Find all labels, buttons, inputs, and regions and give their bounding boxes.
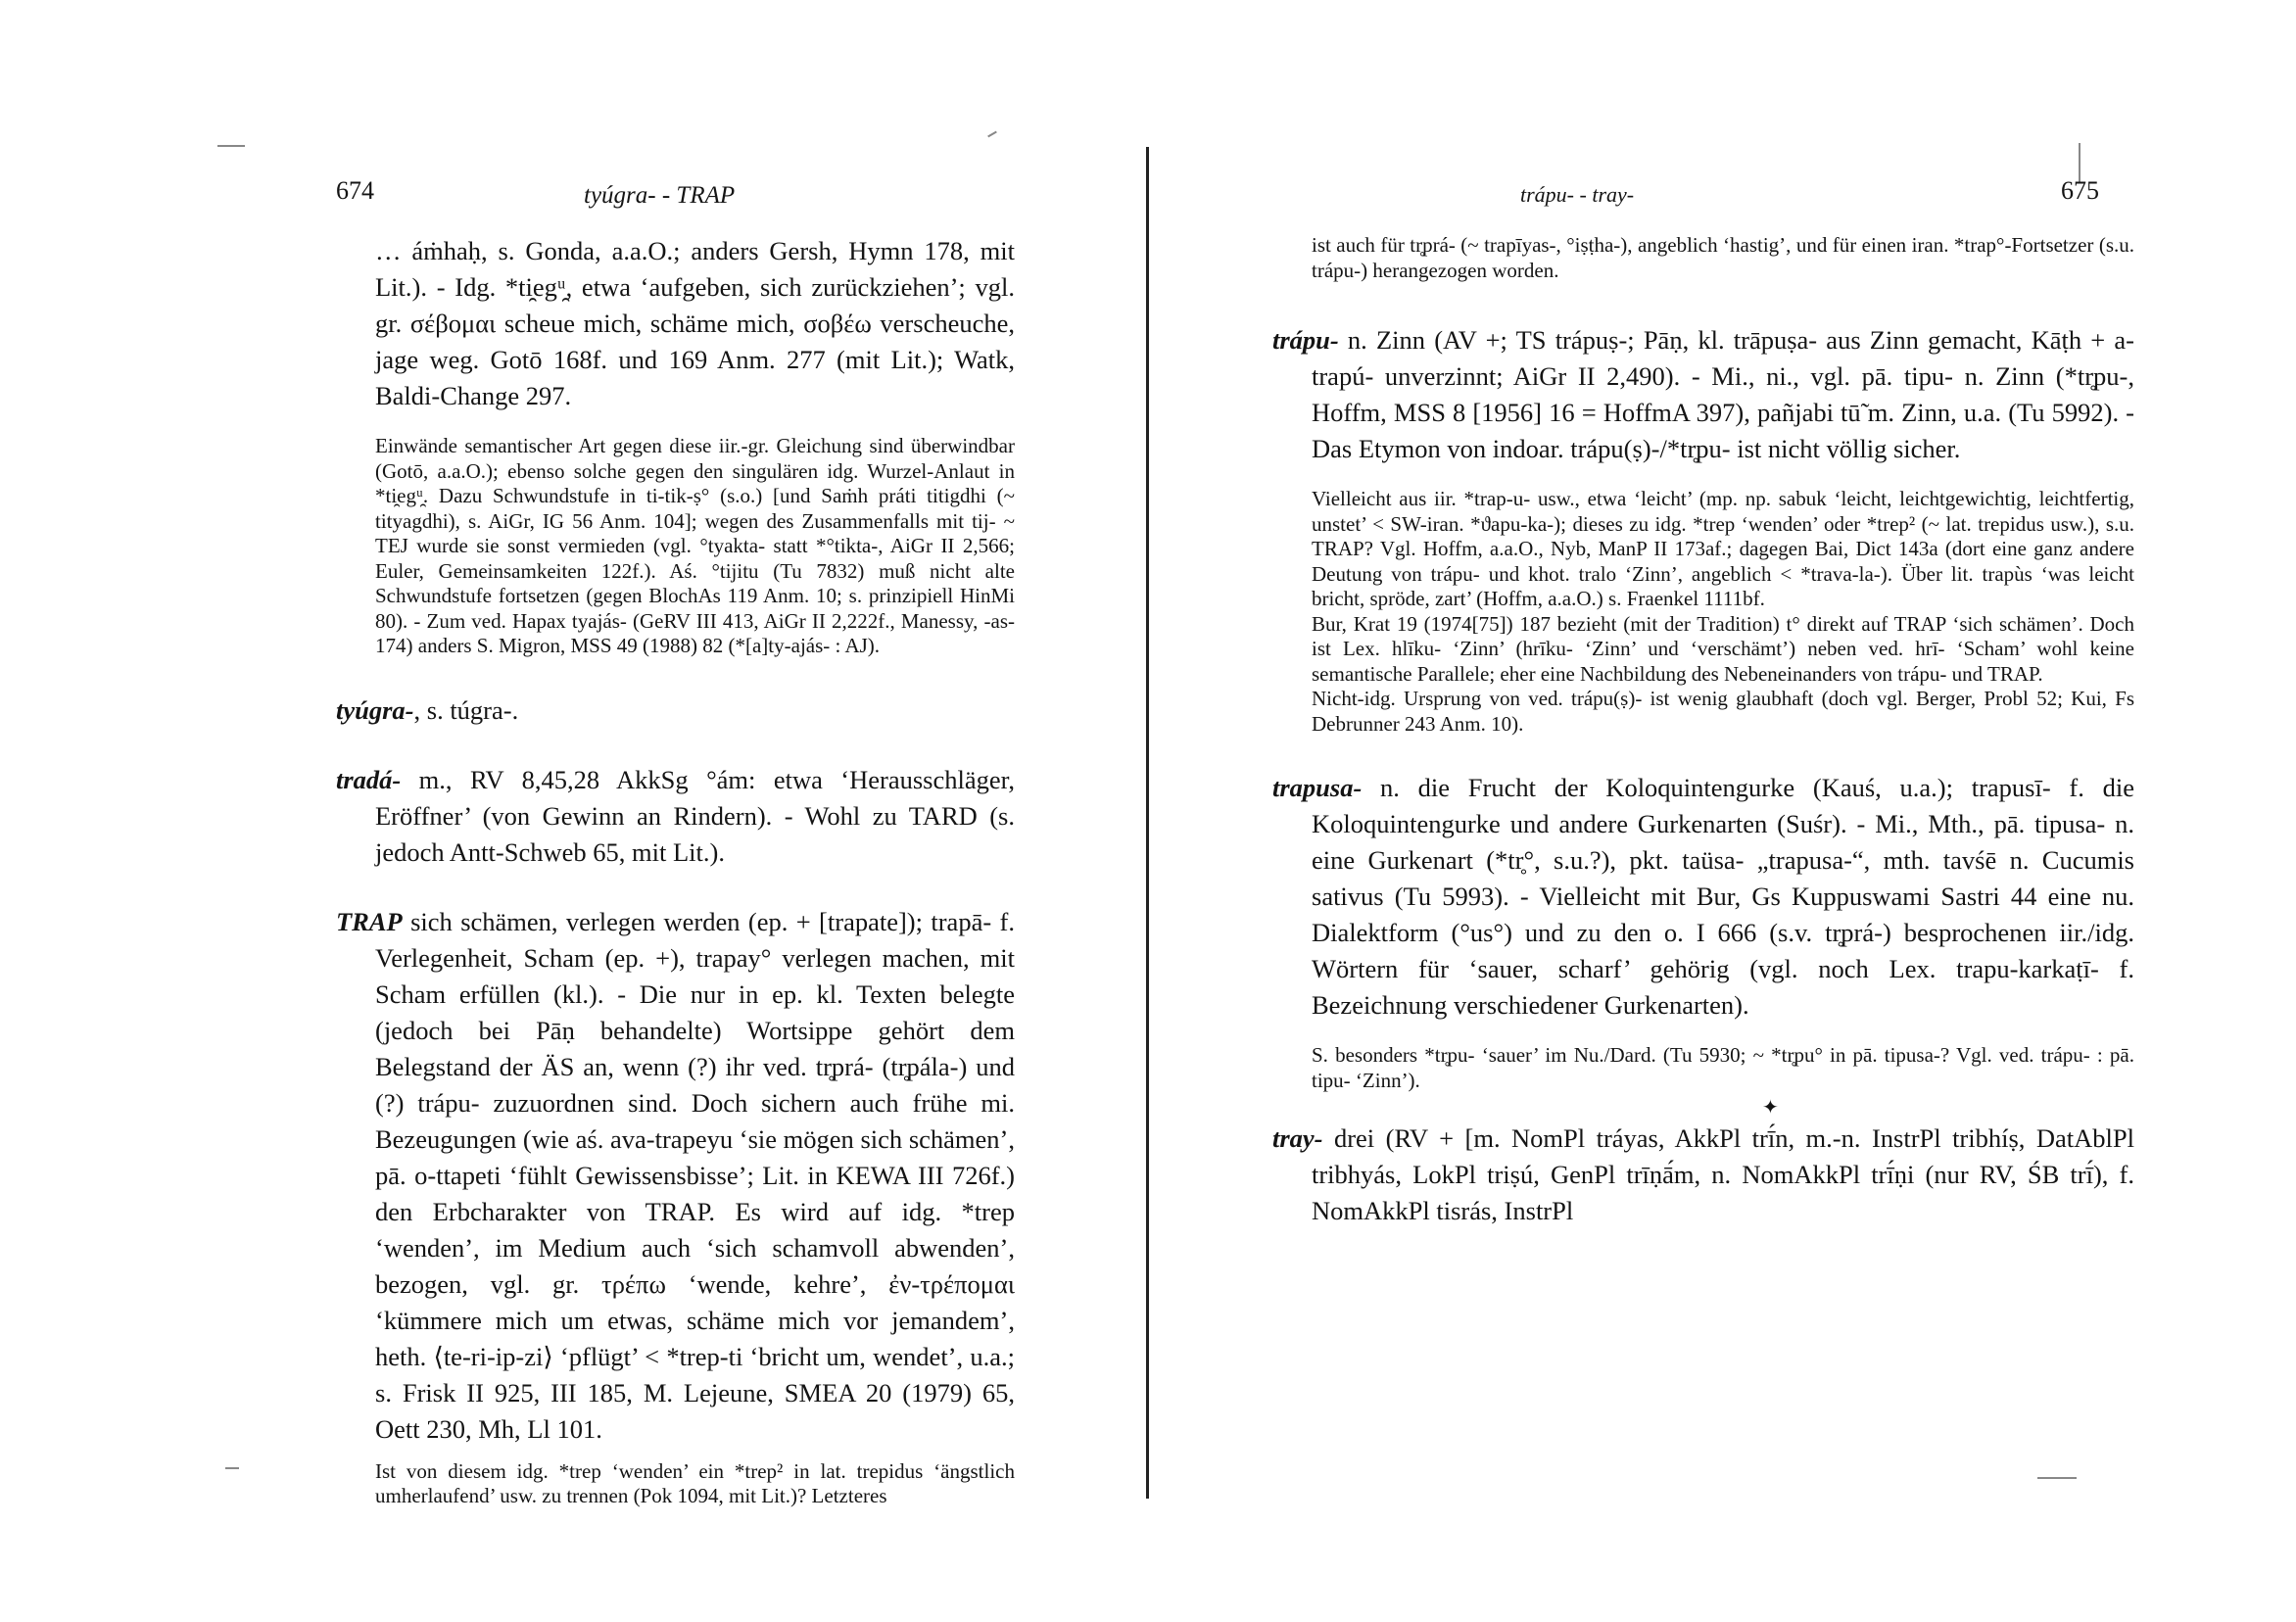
note-paragraph: ist auch für tr̥prá- (~ trapīyas-, °iṣṭha-), angeblich ‘hastig’, und für einen iran. *trap°-Fortsetzer (s.u. trápu-) herangezogen worden.: [1312, 233, 2134, 282]
scan-mark: [987, 131, 997, 138]
entry-body: n. die Frucht der Koloquintengurke (Kauś, u.a.); trapusī- f. die Koloquintengurke und andere Gurkenarten (Suśr). - Mi., Mth., pā. tipusa- n. eine Gurkenart (*tr̥°, s.u.?), pkt. taüsa- „trapusa-“, mth. tavśē n. Cucumis sativus (Tu 5993). - Vielleicht mit Bur, Gs Kuppuswami Sastri 44 eine nu. Dialektform (°us°) und zu den o. I 666 (s.v. tr̥prá-) besprochenen iir./idg. Wörtern für ‘sauer, scharf’ gehörig (vgl. noch Lex. trapu-karkaṭī- f. Bezeichnung verschiedener Gurkenarten).: [1312, 773, 2134, 1020]
entry-tray: [1272, 1121, 2134, 1229]
note-paragraph: Bur, Krat 19 (1974[75]) 187 bezieht (mit der Tradition) t° direkt auf TRAP ‘sich schämen’. Doch ist Lex. hlīku- ‘Zinn’ (hrīku- ‘Zinn’ und ‘verschämt’) neben ved. hrī- ‘Scham’ wohl keine semantische Parallele; eher eine Nachbildung des Nebeneinanders von trápu- und TRAP.: [1312, 611, 2134, 686]
section-ornament: ✦: [1762, 1097, 1779, 1119]
running-head: tyúgra- - TRAP: [584, 182, 736, 209]
entry-body: n. Zinn (AV +; TS trápuṣ-; Pāṇ, kl. trāpuṣa- aus Zinn gemacht, Kāṭh + a-trapú- unverzinnt; AiGr II 2,490). - Mi., ni., vgl. pā. tipu- n. Zinn (*tr̥pu-, Hoffm, MSS 8 [1956] 16 = HoffmA 397), pañjabi tū̃ m. Zinn, u.a. (Tu 5992). - Das Etymon von indoar. trápu(ṣ)-/*tr̥pu- ist nicht völlig sicher.: [1312, 325, 2134, 463]
entry-body: sich schämen, verlegen werden (ep. + [trapate]); trapā- f. Verlegenheit, Scham (ep. +), trapay° verlegen machen, mit Scham erfüllen (kl.). - Die nur in ep. kl. Texten belegte (jedoch bei Pāṇ behandelte) Wortsippe gehört dem Belegstand der ÄS an, wenn (?) ihr ved. tr̥prá- (tr̥pála-) und (?) trápu- zuzuordnen sind. Doch sichern auch frühe mi. Bezeugungen (wie aś. ava-trapeyu ‘sie mögen sich schämen’, pā. o-ttapeti ‘fühlt Gewissensbisse’; Lit. in KEWA III 726f.) den Erbcharakter von TRAP. Es wird auf idg. *trep ‘wenden’, im Medium auch ‘sich schamvoll abwenden’, bezogen, vgl. gr. τρέπω ‘wende, kehre’, ἐν-τρέπομαι ‘kümmere mich um etwas, schäme mich vor jemandem’, heth. ⟨te-ri-ip-zi⟩ ‘pflügt’ < *trep-ti ‘bricht um, wendet’, u.a.; s. Frisk II 925, III 185, M. Lejeune, SMEA 20 (1979) 65, Oett 230, Mh, Ll 101.: [375, 906, 1015, 1444]
headword: TRAP: [336, 906, 403, 936]
entry-trapu: [1272, 322, 2134, 467]
entry-tyugra: [336, 692, 1015, 729]
text-column: [336, 233, 1015, 1509]
entry-body: drei (RV + [m. NomPl tráyas, AkkPl trī́n, m.-n. InstrPl tribhíṣ, DatAblPl tribhyás, LokPl triṣú, GenPl trīṇā́m, n. NomAkkPl trī́ṇi (nur RV, ŚB trī́), f. NomAkkPl tisrás, InstrPl: [1312, 1123, 2134, 1225]
headword: tyúgra-: [336, 694, 414, 725]
scan-mark: [225, 1467, 239, 1469]
note-paragraph: Einwände semantischer Art gegen diese iir.-gr. Gleichung sind überwindbar (Gotō, a.a.O.); ebenso solche gegen den singulären idg. Wurzel-Anlaut in *ti̯egᵘ̯. Dazu Schwundstufe in ti-tik-ṣ° (s.o.) [und Saṁh práti titigdhi (~ tityagdhi), s. AiGr, IG 56 Anm. 104]; wegen des Zusammenfalls mit tij- ~ TEJ wurde sie sonst vermieden (vgl. °tyakta- statt *°tikta-, AiGr II 2,566; Euler, Gemeinsamkeiten 122f.). Aś. °tijitu (Tu 7832) muß nicht alte Schwundstufe fortsetzen (gegen BlochAs 119 Anm. 10; s. prinzipiell HinMi 80). - Zum ved. Hapax tyajás- (GeRV III 413, AiGr II 2,222f., Manessy, -as- 174) anders S. Migron, MSS 49 (1988) 82 (*[a]ty-ajás- : AJ).: [375, 434, 1015, 657]
note-paragraph: S. besonders *tr̥pu- ‘sauer’ im Nu./Dard. (Tu 5930; ~ *tr̥pu° in pā. tipusa-? Vgl. ved. trápu- : pā. tipu- ‘Zinn’).: [1312, 1043, 2134, 1092]
headword: trapusa-: [1272, 773, 1363, 802]
note-paragraph: Nicht-idg. Ursprung von ved. trápu(ṣ)- ist wenig glaubhaft (doch vgl. Berger, Probl 52; Kui, Fs Debrunner 243 Anm. 10).: [1312, 687, 2134, 736]
running-head: trápu- - tray-: [1520, 182, 1635, 207]
note-paragraph: Vielleicht aus iir. *trap-u- usw., etwa ‘leicht’ (mp. np. sabuk ‘leicht, leichtgewichtig, leichtfertig, unstet’ < SW-iran. *ϑapu-ka-); dieses zu idg. *trep ‘wenden’ oder *trep² (~ lat. trepidus usw.), s.u. TRAP? Vgl. Hoffm, a.a.O., Nyb, ManP II 173af.; dagegen Bai, Dict 143a (dort eine ganz andere Deutung von trápu- und khot. tralo ‘Zinn’, angeblich < *trava-la-). Über lit. trapùs ‘was leicht bricht, spröde, zart’ (Hoffm, a.a.O.) s. Fraenkel 1111bf.: [1312, 487, 2134, 610]
headword: tray-: [1272, 1123, 1323, 1153]
text-column: [1272, 233, 2134, 1229]
entry-body: , s. túgra-.: [413, 694, 519, 725]
entry-body: m., RV 8,45,28 AkkSg °ám: etwa ‘Herausschläger, Eröffner’ (von Gewinn an Rindern). - Wohl zu TARD (s. jedoch Antt-Schweb 65, mit Lit.).: [375, 764, 1015, 867]
paragraph: … áṁhaḥ, s. Gonda, a.a.O.; anders Gersh, Hymn 178, mit Lit.). - Idg. *ti̯egᵘ̯, etwa ‘aufgeben, sich zurückziehen’; vgl. gr. σέβομαι scheue mich, schäme mich, σοβέω verscheuche, jage weg. Gotō 168f. und 169 Anm. 277 (mit Lit.); Watk, Baldi-Change 297.: [375, 236, 1015, 410]
page-right: [1148, 0, 2296, 1622]
page-number: 674: [336, 176, 374, 205]
scan-mark: [217, 145, 245, 147]
scan-mark: [2037, 1477, 2077, 1479]
entry-trapusa: [1272, 770, 2134, 1024]
entry-trada: [336, 762, 1015, 871]
page-number: 675: [2061, 176, 2099, 205]
note-paragraph: Ist von diesem idg. *trep ‘wenden’ ein *trep² in lat. trepidus ‘ängstlich umherlaufend’ usw. zu trennen (Pok 1094, mit Lit.)? Letzteres: [375, 1458, 1015, 1507]
headword: trápu-: [1272, 325, 1339, 355]
entry-trap: [336, 904, 1015, 1448]
headword: tradá-: [336, 764, 402, 794]
